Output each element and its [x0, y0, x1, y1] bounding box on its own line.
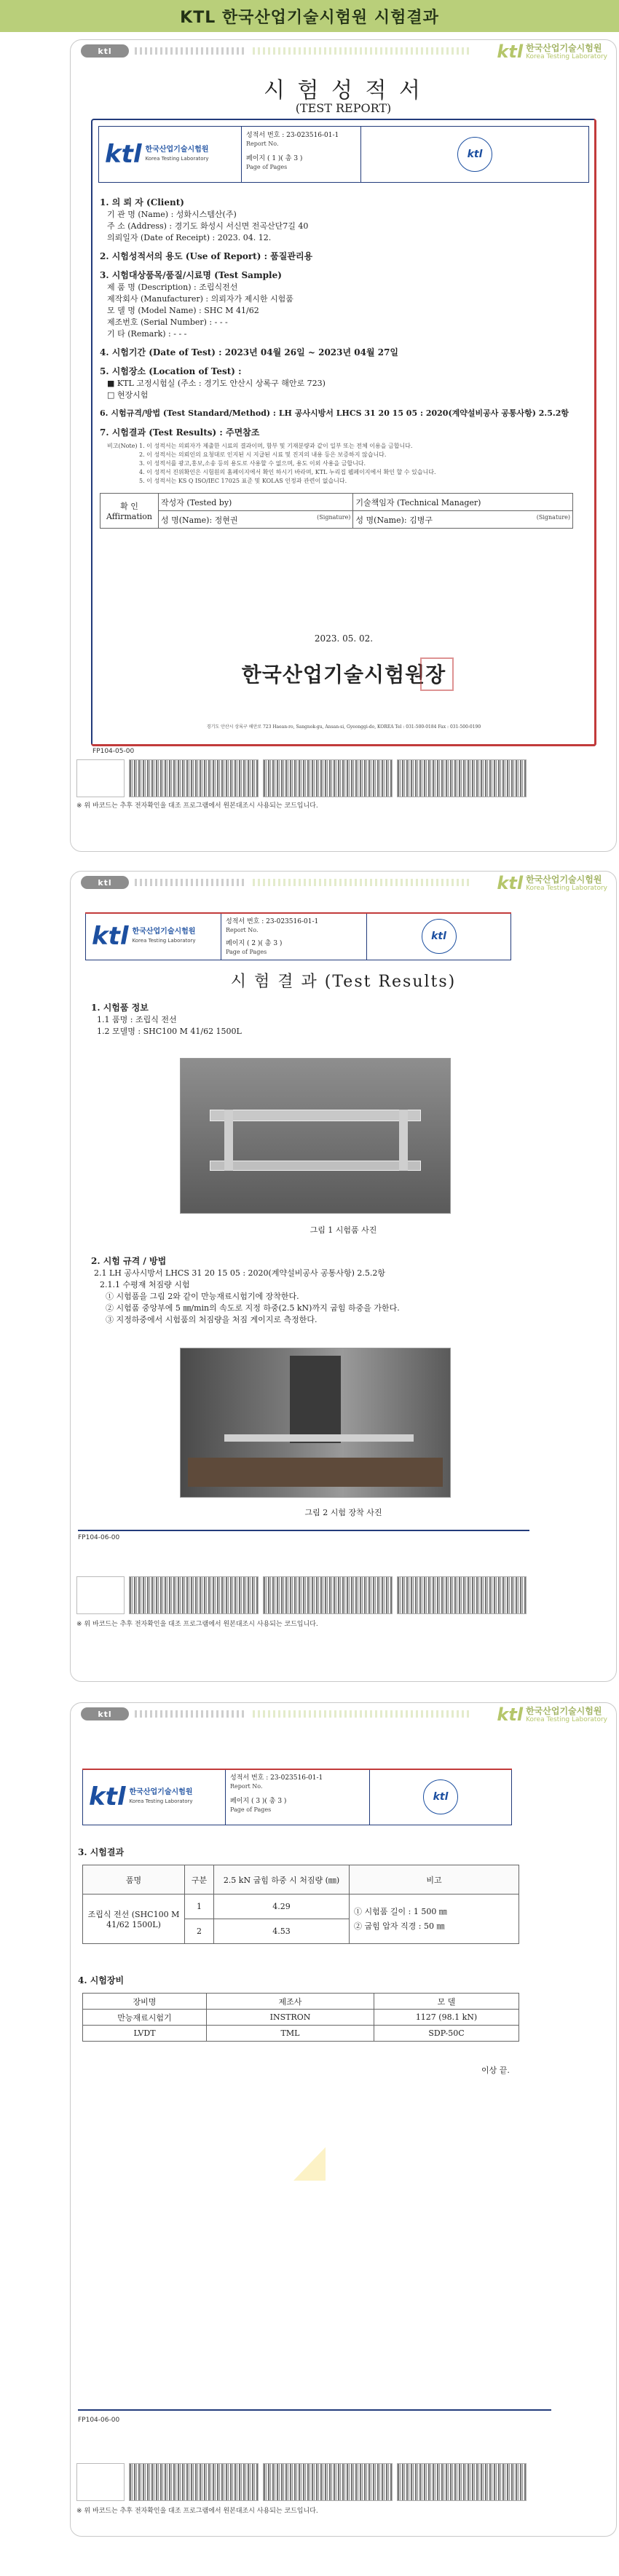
machine-frame-graphic: [224, 1434, 414, 1442]
ktl-logo-en: Korea Testing Laboratory: [132, 938, 196, 944]
ktl-logo-kr: 한국산업기술시험원: [526, 874, 602, 885]
barcode-note: ※ 위 바코드는 추후 전자확인을 대조 프로그램에서 원본대조시 사용되는 코드입니다.: [76, 1621, 318, 1628]
section-location: 5. 시험장소 (Location of Test) :: [100, 366, 242, 376]
client-name: 기 관 명 (Name) : 성화시스템산(주): [107, 210, 237, 219]
section-use: 2. 시험성적서의 용도 (Use of Report) : 품질관리용: [100, 251, 313, 261]
results-note-2: ② 굽힘 압자 직경 : 50 ㎜: [354, 1921, 445, 1931]
report-frame: [91, 119, 596, 746]
section-sample-info: 1. 시험품 정보: [91, 1003, 149, 1013]
barcode-image: [397, 759, 527, 797]
page-banner: [0, 0, 619, 32]
section-results: 3. 시험결과: [78, 1847, 125, 1857]
header-red-rule: [85, 912, 511, 914]
ktl-logo-en: Korea Testing Laboratory: [526, 884, 607, 892]
equipment-cell: 1127 (98.1 kN): [374, 2010, 519, 2026]
report-title-en: (TEST REPORT): [295, 101, 392, 115]
ktl-logo-kr: 한국산업기술시험원: [526, 42, 602, 53]
barcode-blank: [76, 759, 125, 797]
sample-remark: 기 타 (Remark) : - - -: [107, 329, 187, 339]
results-header: 구분: [185, 1865, 214, 1895]
report-no-en: Report No.: [230, 1783, 263, 1790]
ktl-logo-mark: ktl: [497, 42, 524, 62]
ktl-logo-mark: ktl: [497, 873, 524, 893]
tech-manager-name: 성 명(Name): 김병구: [355, 515, 433, 525]
sample-serial: 제조번호 (Serial Number) : - - -: [107, 317, 228, 327]
page-indicator-en: Page of Pages: [230, 1806, 272, 1813]
tested-by-name: 성 명(Name): 정현권: [161, 515, 238, 525]
official-stamp: [420, 657, 454, 691]
barcode-note: ※ 위 바코드는 추후 전자확인을 대조 프로그램에서 원본대조시 사용되는 코드입니다.: [76, 2508, 318, 2515]
ktl-logo-en: Korea Testing Laboratory: [129, 1798, 193, 1804]
location-lab: ■ KTL 고정시험실 (주소 : 경기도 안산시 상록구 해안로 723): [107, 379, 326, 388]
report-header-box: [98, 126, 589, 183]
dot-pattern: [135, 879, 244, 886]
footer-rule: [78, 2409, 551, 2411]
equipment-cell: LVDT: [83, 2026, 207, 2042]
results-header: 비고: [350, 1865, 519, 1895]
results-table: [82, 1865, 519, 1944]
barcode-image: [129, 2463, 259, 2501]
section-method: 2. 시험 규격 / 방법: [91, 1256, 167, 1266]
dot-pattern: [253, 47, 471, 55]
page-indicator-en: Page of Pages: [226, 949, 267, 955]
header-red-rule: [82, 1769, 512, 1770]
ktl-corner-logo: [497, 873, 607, 893]
sample-model: 1.2 모델명 : SHC100 M 41/62 1500L: [97, 1027, 242, 1036]
results-item-name: 조립식 전선 (SHC100 M 41/62 1500L): [83, 1895, 185, 1944]
card-header-strip: [71, 872, 616, 893]
report-page-3: [70, 1702, 617, 2537]
page-indicator: 페이지 ( 1 )( 총 3 ): [246, 155, 303, 162]
barcode-blank: [76, 1576, 125, 1614]
figure-caption-1: 그림 1 시험품 사진: [310, 1225, 377, 1235]
sample-description: 제 품 명 (Description) : 조립식전선: [107, 283, 238, 292]
form-code: FP104-06-00: [78, 2417, 120, 2424]
footer-rule: [78, 1530, 529, 1531]
client-receipt-date: 의뢰일자 (Date of Receipt) : 2023. 04. 12.: [107, 233, 272, 242]
remark-line: 3. 이 성적서를 광고,홍보,소송 등의 용도로 사용할 수 없으며, 용도 이외 사용을 금합니다.: [139, 460, 366, 467]
report-no-label: 성적서 번호 :: [226, 918, 264, 925]
remarks-block: [100, 442, 588, 486]
method-step-3: ③ 지정하중에서 시험품의 처짐량을 처짐 게이지로 측정한다.: [106, 1315, 318, 1324]
signature-label: (Signature): [536, 513, 570, 521]
ktl-logo-pill: ktl: [81, 44, 129, 58]
sample-name: 1.1 품명 : 조립식 전선: [97, 1015, 177, 1024]
affirmation-label: 확 인: [120, 502, 138, 511]
report-no-en: Report No.: [226, 927, 259, 933]
institute-address: 경기도 안산시 상록구 해안로 723 Haean-ro, Sangnok-gu, Ansan-si, Gyeonggi-do, KOREA Tel : 031-500-0184 Fax : 031-500-0190: [206, 724, 481, 730]
ktl-logo: [92, 924, 196, 949]
test-setup-photo: [180, 1348, 451, 1498]
ktl-logo-en: Korea Testing Laboratory: [526, 52, 607, 60]
section-sample: 3. 시험대상품목/품질/시료명 (Test Sample): [100, 270, 282, 280]
barcode-image: [263, 1576, 393, 1614]
report-page-2: [70, 871, 617, 1682]
method-standard: 2.1 LH 공사시방서 LHCS 31 20 15 05 : 2020(계약설비공사 공통사항) 2.5.2항: [94, 1268, 385, 1278]
ktl-logo-kr: 한국산업기술시험원: [526, 1705, 602, 1716]
dot-pattern: [253, 1710, 471, 1718]
remark-line: 2. 이 성적서는 의뢰인의 요청대로 인지된 시 지급된 시료 및 진지의 내용 등은 보증하지 않습니다.: [139, 451, 387, 458]
ktl-logo-mark: ktl: [105, 140, 142, 169]
results-title: 시 험 결 과 (Test Results): [230, 973, 457, 991]
equipment-header: 제조사: [207, 1994, 374, 2010]
signature-label: (Signature): [317, 513, 351, 521]
sample-model: 모 델 명 (Model Name) : SHC M 41/62: [107, 306, 259, 315]
report-no-en: Report No.: [246, 141, 279, 147]
banner-title: KTL 한국산업기술시험원 시험결과: [180, 8, 439, 27]
client-address: 주 소 (Address) : 경기도 화성시 서신면 전곡산단7길 40: [107, 221, 309, 231]
equipment-header: 모 델: [374, 1994, 519, 2010]
sample-photo: [180, 1058, 451, 1214]
card-header-strip: [71, 40, 616, 62]
form-code: FP104-06-00: [78, 1534, 120, 1541]
ktl-logo-kr: 한국산업기술시험원: [129, 1788, 193, 1796]
equipment-cell: 만능재료시험기: [83, 2010, 207, 2026]
dot-pattern: [135, 1710, 244, 1718]
ktl-seal-icon: ktl: [422, 919, 457, 954]
results-cell: 1: [185, 1895, 214, 1919]
ktl-logo: [89, 1782, 193, 1812]
section-equipment: 4. 시험장비: [78, 1975, 125, 1986]
equipment-cell: INSTRON: [207, 2010, 374, 2026]
affirmation-label-en: Affirmation: [106, 512, 152, 521]
issue-date: 2023. 05. 02.: [314, 633, 374, 644]
ktl-logo-mark: ktl: [89, 1782, 126, 1812]
tested-by-label: 작성자 (Tested by): [159, 494, 353, 511]
page-indicator: 페이지 ( 2 )( 총 3 ): [226, 940, 283, 947]
section-client: 1. 의 뢰 자 (Client): [100, 197, 184, 208]
end-mark: 이상 끝.: [481, 2066, 510, 2075]
affirmation-table: [100, 493, 573, 529]
barcode-image: [129, 759, 259, 797]
ktl-seal-icon: ktl: [423, 1779, 458, 1814]
ktl-logo-en: Korea Testing Laboratory: [145, 156, 209, 162]
barcode-image: [397, 2463, 527, 2501]
machine-frame-graphic: [188, 1458, 443, 1487]
remark-line: 5. 이 성적서는 KS Q ISO/IEC 17025 표준 및 KOLAS 인정과 관련이 없습니다.: [139, 478, 347, 484]
report-page-1: [70, 39, 617, 852]
ktl-logo-mark: ktl: [497, 1704, 524, 1725]
barcode-image: [397, 1576, 527, 1614]
location-field: □ 현장시험: [107, 390, 149, 400]
method-subtitle: 2.1.1 수평재 처짐량 시험: [100, 1280, 190, 1289]
ktl-logo-mark: ktl: [92, 922, 129, 951]
equipment-cell: SDP-50C: [374, 2026, 519, 2042]
method-step-1: ① 시험품을 그림 2와 같이 만능재료시험기에 장착한다.: [106, 1292, 299, 1301]
barcode-blank: [76, 2463, 125, 2501]
section-standard: 6. 시험규격/방법 (Test Standard/Method) : LH 공사시방서 LHCS 31 20 15 05 : 2020(계약설비공사 공통사항) 2.5.2항: [100, 408, 569, 418]
report-no: 23-023516-01-1: [286, 132, 339, 139]
report-title-kr: 시 험 성 적 서: [263, 78, 424, 103]
results-cell: 4.29: [214, 1895, 350, 1919]
dot-pattern: [253, 879, 471, 886]
method-step-2: ② 시험품 중앙부에 5 ㎜/min의 속도로 지정 하중(2.5 kN)까지 굽힘 하중을 가한다.: [106, 1303, 400, 1313]
page-indicator-en: Page of Pages: [246, 164, 288, 170]
section-results: 7. 시험결과 (Test Results) : 주면참조: [100, 427, 260, 438]
remark-line: 비고(Note) 1. 이 성적서는 의뢰자가 제출한 시료의 결과이며, 함부 및 기재분량과 같이 일부 또는 전체 이용을 금합니다.: [107, 443, 413, 449]
ktl-logo-kr: 한국산업기술시험원: [132, 928, 196, 936]
report-no-label: 성적서 번호 :: [246, 132, 285, 139]
results-header: 2.5 kN 굽힘 하중 시 처짐량 (㎜): [214, 1865, 350, 1895]
ktl-logo-pill: ktl: [81, 876, 129, 889]
watermark-shape: [293, 2147, 326, 2181]
remark-line: 4. 이 성적서 진위확인은 시험원의 홈페이지에서 확인 하시기 바라며, KTL 누리집 웹페이지에서 확인 할 수 있습니다.: [139, 469, 436, 475]
ktl-logo-en: Korea Testing Laboratory: [526, 1715, 607, 1723]
report-no: 23-023516-01-1: [266, 918, 319, 925]
barcode-row: [76, 759, 527, 797]
machine-frame-graphic: [290, 1356, 341, 1443]
ktl-seal-icon: ktl: [457, 137, 492, 172]
equipment-table: [82, 1993, 519, 2042]
tech-manager-label: 기술책임자 (Technical Manager): [353, 494, 573, 511]
barcode-image: [263, 759, 393, 797]
report-header-box: [85, 912, 511, 960]
page-indicator: 페이지 ( 3 )( 총 3 ): [230, 1798, 287, 1805]
section-date: 4. 시험기간 (Date of Test) : 2023년 04월 26일 ~ 2023년 04월 27일: [100, 347, 399, 357]
barcode-row: [76, 2463, 527, 2501]
ktl-logo: [105, 142, 209, 167]
results-cell: 4.53: [214, 1919, 350, 1944]
barcode-note: ※ 위 바코드는 추후 전자확인을 대조 프로그램에서 원본대조시 사용되는 코드입니다.: [76, 802, 318, 810]
report-no: 23-023516-01-1: [270, 1774, 323, 1782]
barcode-row: [76, 1576, 527, 1614]
report-no-label: 성적서 번호 :: [230, 1774, 269, 1782]
equipment-cell: TML: [207, 2026, 374, 2042]
ktl-corner-logo: [497, 1704, 607, 1725]
form-code: FP104-05-00: [92, 748, 135, 755]
equipment-header: 장비명: [83, 1994, 207, 2010]
results-note-1: ① 시험품 길이 : 1 500 ㎜: [354, 1906, 447, 1916]
sample-manufacturer: 제작회사 (Manufacturer) : 의뢰자가 제시한 시험품: [107, 294, 293, 304]
institute-name: 한국산업기술시험원장: [241, 663, 446, 687]
sample-rail-graphic: [210, 1161, 421, 1171]
report-header-box: [82, 1769, 512, 1825]
barcode-image: [263, 2463, 393, 2501]
barcode-image: [129, 1576, 259, 1614]
sample-rail-graphic: [399, 1110, 408, 1171]
results-cell: 2: [185, 1919, 214, 1944]
sample-rail-graphic: [224, 1110, 233, 1171]
ktl-corner-logo: [497, 42, 607, 62]
dot-pattern: [135, 47, 244, 55]
figure-caption-2: 그림 2 시험 장착 사진: [304, 1508, 382, 1517]
sample-rail-graphic: [210, 1110, 421, 1121]
results-header: 품명: [83, 1865, 185, 1895]
ktl-logo-kr: 한국산업기술시험원: [145, 146, 209, 154]
card-header-strip: [71, 1703, 616, 1725]
ktl-logo-pill: ktl: [81, 1707, 129, 1720]
